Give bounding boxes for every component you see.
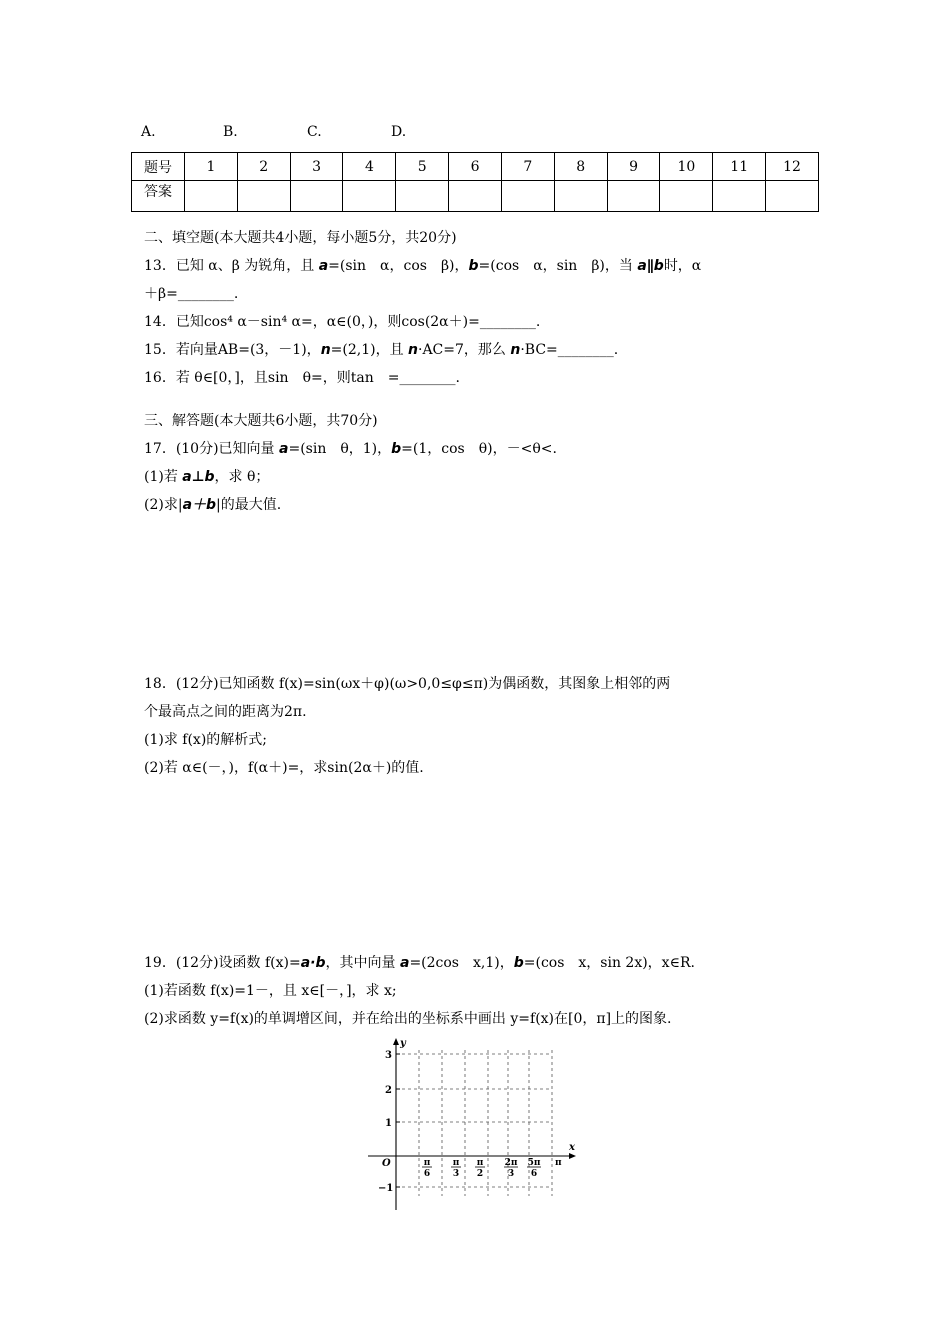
answer-cell[interactable] <box>396 181 449 212</box>
q15-text-d: ·BC=________. <box>520 342 619 358</box>
option-b: B. <box>223 124 238 140</box>
y-tick-marks <box>396 1054 400 1187</box>
x-axis-label: x <box>569 1142 575 1153</box>
question-16: 16．若 θ∈[0，]，且sin θ=，则tan =________. <box>144 370 460 386</box>
answer-cell[interactable] <box>607 181 660 212</box>
question-13-line2: ＋β=________. <box>144 286 239 302</box>
q13-text-d: 时，α <box>663 258 702 274</box>
answer-cell[interactable] <box>343 181 396 212</box>
y-tick-label: 2 <box>385 1085 392 1096</box>
vector-b: b <box>468 258 479 274</box>
answer-cell[interactable] <box>449 181 502 212</box>
q19-text-b: ，其中向量 <box>325 955 400 971</box>
vector-a-plus-b: a＋b <box>182 497 217 513</box>
x-tick-labels <box>422 1158 541 1179</box>
table-number-cell: 1 <box>185 153 238 181</box>
option-d: D. <box>391 124 407 140</box>
x-tick-denominator: 6 <box>423 1169 431 1179</box>
answer-cell[interactable] <box>290 181 343 212</box>
table-number-cell: 4 <box>343 153 396 181</box>
question-15 <box>144 340 618 360</box>
vector-a-parallel-b: a∥b <box>637 258 664 274</box>
coordinate-grid-figure <box>362 1036 602 1216</box>
question-17-part2 <box>144 495 281 515</box>
q17-text-a: 17．(10分)已知向量 <box>144 441 280 457</box>
table-number-cell: 8 <box>554 153 607 181</box>
vector-a: a <box>318 258 329 274</box>
x-tick-denominator: 3 <box>507 1169 515 1179</box>
q19-text-c: =(2cos x,1)， <box>409 955 514 971</box>
section2-heading: 二、填空题(本大题共4小题，每小题5分，共20分) <box>144 230 457 246</box>
question-18-part1: (1)求 f(x)的解析式; <box>144 732 267 748</box>
x-tick-numerator: π <box>423 1158 431 1168</box>
question-17-part1 <box>144 467 269 487</box>
q17-2-text-a: (2)求| <box>144 497 183 513</box>
q13-text-c: =(cos α，sin β)，当 <box>478 258 638 274</box>
table-number-cell: 5 <box>396 153 449 181</box>
answer-cell[interactable] <box>237 181 290 212</box>
y-tick-label: −1 <box>378 1183 394 1194</box>
x-tick-numerator: 5π <box>527 1158 541 1168</box>
answer-cell[interactable] <box>554 181 607 212</box>
q17-1-text-b: ，求 θ； <box>214 469 270 485</box>
table-header-question-number: 题号 <box>132 153 185 181</box>
table-number-cell: 7 <box>501 153 554 181</box>
q17-1-text-a: (1)若 <box>144 469 183 485</box>
answer-cell[interactable] <box>501 181 554 212</box>
x-tick-denominator: 3 <box>452 1169 460 1179</box>
x-axis-arrow <box>569 1153 576 1159</box>
table-number-cell: 11 <box>713 153 766 181</box>
table-number-cell: 2 <box>237 153 290 181</box>
vector-a: a <box>399 955 410 971</box>
x-tick-pi-label: π <box>555 1158 562 1168</box>
q15-text-c: ·AC=7，那么 <box>418 342 511 358</box>
vector-a-perp-b: a⊥b <box>182 469 215 485</box>
y-axis-arrow <box>393 1038 399 1045</box>
answer-table <box>131 152 819 212</box>
y-tick-label: 3 <box>385 1050 392 1061</box>
answer-cell[interactable] <box>713 181 766 212</box>
vector-n: n <box>510 342 521 358</box>
x-tick-numerator: π <box>476 1158 484 1168</box>
q15-text-a: 15．若向量AB=(3，－1)， <box>144 342 321 358</box>
q19-text-d: =(cos x，sin 2x)，x∈R. <box>523 955 695 971</box>
origin-label: O <box>382 1158 391 1169</box>
question-13 <box>144 256 701 276</box>
q13-text-a: 13．已知 α、β 为锐角，且 <box>144 258 319 274</box>
vector-a: a <box>279 441 289 457</box>
x-tick-denominator: 2 <box>476 1169 484 1179</box>
vector-n: n <box>408 342 418 358</box>
question-19-part2: (2)求函数 y=f(x)的单调增区间，并在给出的坐标系中画出 y=f(x)在[0，π]上的图象. <box>144 1011 672 1027</box>
x-tick-numerator: 2π <box>504 1158 518 1168</box>
table-number-cell: 6 <box>449 153 502 181</box>
vector-b: b <box>513 955 524 971</box>
question-18-line1: 18．(12分)已知函数 f(x)=sin(ωx＋φ)(ω>0,0≤φ≤π)为偶函数，其图象上相邻的两 <box>144 676 671 692</box>
q19-text-a: 19．(12分)设函数 f(x)= <box>144 955 301 971</box>
vector-n: n <box>320 342 331 358</box>
q17-2-text-b: |的最大值. <box>216 497 282 513</box>
question-14: 14．已知cos⁴ α－sin⁴ α=，α∈(0，)，则cos(2α＋)=________. <box>144 314 541 330</box>
question-18-line2: 个最高点之间的距离为2π. <box>144 704 307 720</box>
answer-cell[interactable] <box>185 181 238 212</box>
option-c: C. <box>307 124 322 140</box>
table-number-cell: 12 <box>766 153 819 181</box>
table-number-cell: 10 <box>660 153 713 181</box>
question-17 <box>144 439 557 459</box>
answer-table-answer-row <box>132 181 819 212</box>
q15-text-b: =(2,1)，且 <box>330 342 409 358</box>
grid-lines <box>396 1050 552 1196</box>
q17-text-b: =(sin θ，1)， <box>288 441 392 457</box>
y-tick-label: 1 <box>385 1118 392 1129</box>
x-tick-denominator: 6 <box>530 1169 538 1179</box>
vector-b: b <box>391 441 402 457</box>
table-number-cell: 9 <box>607 153 660 181</box>
question-18-part2: (2)若 α∈(－，)，f(α＋)=，求sin(2α＋)的值. <box>144 760 424 776</box>
answer-cell[interactable] <box>660 181 713 212</box>
answer-table-number-row <box>132 153 819 181</box>
question-19 <box>144 953 695 973</box>
table-number-cell: 3 <box>290 153 343 181</box>
q13-text-b: =(sin α，cos β)， <box>328 258 469 274</box>
table-header-answer: 答案 <box>132 181 185 212</box>
option-a: A. <box>141 124 156 140</box>
vector-a-dot-b: a·b <box>300 955 326 971</box>
y-axis-label: y <box>400 1038 406 1049</box>
x-tick-numerator: π <box>452 1158 460 1168</box>
answer-cell[interactable] <box>766 181 819 212</box>
question-19-part1: (1)若函数 f(x)=1－，且 x∈[－，]，求 x; <box>144 983 397 999</box>
q17-text-c: =(1，cos θ)，－<θ<. <box>401 441 557 457</box>
section3-heading: 三、解答题(本大题共6小题，共70分) <box>144 413 378 429</box>
